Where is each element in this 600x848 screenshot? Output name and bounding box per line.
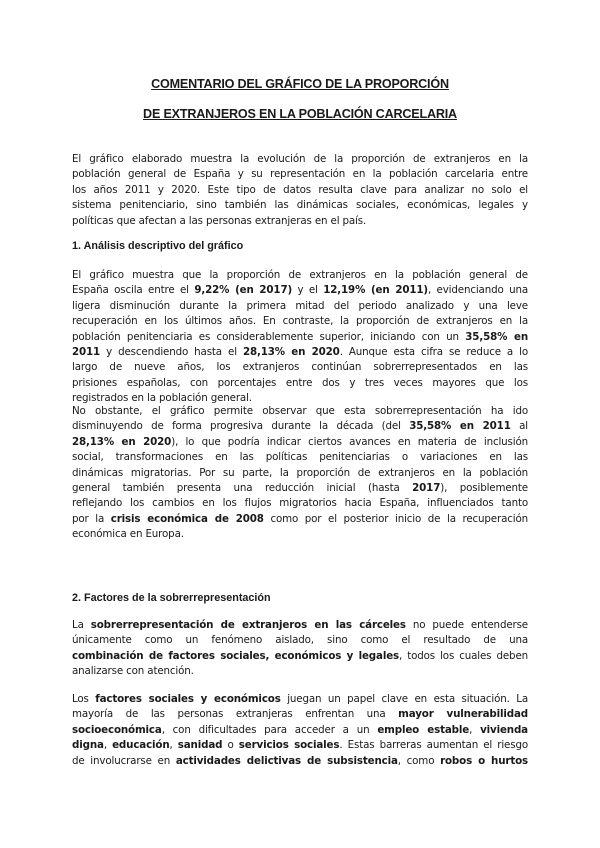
text-line: mayoría de las personas extranjeras enfrentan una mayor vulnerabilidad: [72, 708, 528, 721]
text-line: analizarse con atención.: [72, 665, 194, 678]
text-line: prisiones españolas, con porcentajes entre dos y tres veces mayores que los: [72, 376, 528, 389]
text-line: dinámicas migratorias. Por su parte, la proporción de extranjeros en la población: [72, 466, 528, 479]
section-2-paragraph-2: [72, 692, 528, 769]
text-line: ligera disminución durante la primera mitad del periodo analizado y una leve: [72, 299, 528, 312]
text-line: El gráfico muestra que la proporción de extranjeros en la población general de: [72, 269, 528, 281]
section-2-paragraph-1: [72, 618, 528, 680]
text-line: los años 2011 y 2020. Este tipo de datos resulta clave para analizar no solo el: [72, 183, 528, 196]
text-line: largo de nueve años, los extranjeros continúan sobrerrepresentados en las: [72, 361, 528, 374]
text-line: Los factores sociales y económicos juegan un papel clave en esta situación. La: [72, 693, 528, 705]
text-line: económica en Europa.: [72, 528, 184, 541]
text-line: reflejando los cambios en los flujos migratorios hacia España, influenciados tanto: [72, 497, 528, 510]
intro-paragraph: [72, 152, 528, 229]
text-line: 28,13% en 2020), lo que podría indicar ciertos avances en materia de inclusión: [72, 435, 528, 448]
text-line: El gráfico elaborado muestra la evolución de la proporción de extranjeros en la: [72, 153, 528, 165]
text-line: población general de España y su representación en la población carcelaria entre: [72, 168, 528, 181]
text-line: España oscila entre el 9,22% (en 2017) y el 12,19% (en 2011), evidenciando una: [72, 284, 528, 297]
title-line-1: COMENTARIO DEL GRÁFICO DE LA PROPORCIÓN: [151, 77, 449, 91]
text-line: general también presenta una reducción inicial (hasta 2017), posiblemente: [72, 481, 528, 494]
text-line: por la crisis económica de 2008 como por el posterior inicio de la recuperación: [72, 512, 528, 525]
text-line: recuperación en los últimos años. En contraste, la proporción de extranjeros en la: [72, 315, 528, 328]
text-line: de involucrarse en actividades delictivas de subsistencia, como robos o hurtos: [72, 754, 528, 767]
text-line: socioeconómica, con dificultades para acceder a un empleo estable, vivienda: [72, 723, 528, 736]
section-1-paragraph-2: [72, 404, 528, 543]
text-line: social, transformaciones en las políticas penitenciarias o variaciones en las: [72, 451, 528, 464]
text-line: disminuyendo de forma progresiva durante la década (del 35,58% en 2011 al: [72, 420, 528, 433]
text-line: sistema penitenciario, sino también las dinámicas sociales, económicas, legales y: [72, 199, 528, 212]
text-line: combinación de factores sociales, económicos y legales, todos los cuales deben: [72, 649, 528, 662]
text-line: población penitenciaria es considerablemente superior, iniciando con un 35,58% en: [72, 330, 528, 343]
text-line: políticas que afectan a las personas extranjeras en el país.: [72, 214, 367, 227]
text-line: 2011 y descendiendo hasta el 28,13% en 2020. Aunque esta cifra se reduce a lo: [72, 345, 528, 358]
text-line: La sobrerrepresentación de extranjeros en las cárceles no puede entenderse: [72, 619, 528, 631]
section-2-heading: 2. Factores de la sobrerrepresentación: [72, 592, 271, 604]
title-line-2: DE EXTRANJEROS EN LA POBLACIÓN CARCELARIA: [143, 107, 457, 121]
text-line: digna, educación, sanidad o servicios sociales. Estas barreras aumentan el riesgo: [72, 739, 528, 752]
text-line: registrados en la población general.: [72, 392, 252, 405]
text-line: únicamente como un fenómeno aislado, sino como el resultado de una: [72, 634, 528, 647]
section-1-heading: 1. Análisis descriptivo del gráfico: [72, 240, 244, 252]
text-line: No obstante, el gráfico permite observar que esta sobrerrepresentación ha ido: [72, 405, 528, 417]
section-1-paragraph-1: [72, 268, 528, 407]
